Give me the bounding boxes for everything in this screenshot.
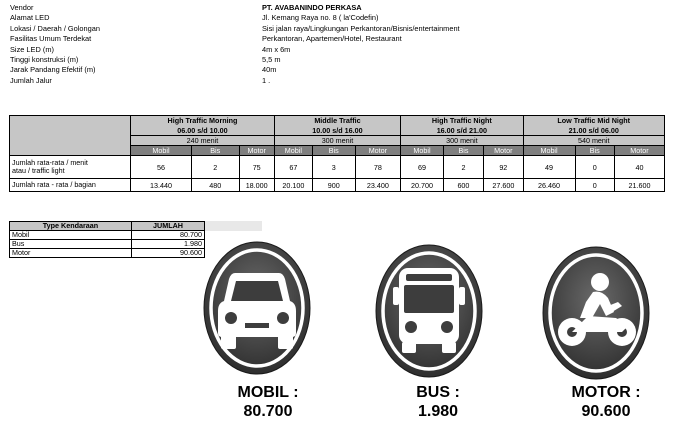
info-value: Sisi jalan raya/Lingkungan Perkantoran/Bisnis/entertainment xyxy=(262,23,460,33)
row-label xyxy=(10,156,131,179)
table-cell: 900 xyxy=(313,179,356,192)
table-row xyxy=(10,156,665,179)
vehicle-header: Bis xyxy=(443,146,483,156)
summary-row xyxy=(10,240,205,249)
table-cell: 600 xyxy=(443,179,483,192)
table-cell: 40 xyxy=(614,156,664,179)
vehicle-header: Motor xyxy=(484,146,523,156)
period-name-row xyxy=(10,116,665,127)
period-minutes: 300 menit xyxy=(401,136,523,146)
table-cell: 78 xyxy=(355,156,401,179)
car-icon xyxy=(203,241,311,375)
info-label: Jarak Pandang Efektif (m) xyxy=(10,65,96,75)
table-cell: 2 xyxy=(443,156,483,179)
period-minutes: 300 menit xyxy=(274,136,401,146)
table-cell: 0 xyxy=(575,156,614,179)
summary-header-row xyxy=(10,222,205,231)
table-cell: 27.600 xyxy=(484,179,523,192)
table-cell: 92 xyxy=(484,156,523,179)
table-corner xyxy=(10,116,131,156)
info-label: Alamat LED xyxy=(10,13,50,23)
period-time: 16.00 s/d 21.00 xyxy=(401,126,523,136)
table-cell: 3 xyxy=(313,156,356,179)
table-cell: 13.440 xyxy=(131,179,192,192)
row-label-line: atau / traffic light xyxy=(12,166,65,175)
vehicle-header: Bis xyxy=(191,146,239,156)
period-name: High Traffic Night xyxy=(401,116,523,127)
table-cell: 0 xyxy=(575,179,614,192)
table-cell: 69 xyxy=(401,156,444,179)
vehicle-header: Motor xyxy=(614,146,664,156)
info-label: Tinggi konstruksi (m) xyxy=(10,54,79,64)
info-label: Vendor xyxy=(10,3,34,12)
period-minutes: 240 menit xyxy=(131,136,275,146)
summary-type: Mobil xyxy=(10,231,132,240)
row-label-line: Jumlah rata-rata / menit xyxy=(12,157,88,167)
info-value: Perkantoran, Apartemen/Hotel, Restaurant xyxy=(262,34,402,44)
summary-header: Type Kendaraan xyxy=(10,222,132,231)
period-time: 06.00 s/d 10.00 xyxy=(131,126,275,136)
info-label: Lokasi / Daerah / Golongan xyxy=(10,23,100,33)
summary-total: 80.700 xyxy=(132,231,205,240)
bus-icon xyxy=(375,244,483,378)
table-cell: 26.460 xyxy=(523,179,575,192)
motorcycle-icon xyxy=(542,246,650,380)
table-cell: 20.100 xyxy=(274,179,312,192)
vehicle-header: Bis xyxy=(313,146,356,156)
traffic-table xyxy=(9,115,665,192)
summary-row xyxy=(10,249,205,258)
summary-table xyxy=(9,221,205,258)
row-label: Jumlah rata - rata / bagian xyxy=(10,179,131,192)
table-cell: 56 xyxy=(131,156,192,179)
info-value: 5,5 m xyxy=(262,54,281,64)
total-motor xyxy=(536,383,676,421)
total-label: MOBIL : xyxy=(237,384,299,401)
table-cell: 21.600 xyxy=(614,179,664,192)
summary-type: Bus xyxy=(10,240,132,249)
total-value: 1.980 xyxy=(417,403,459,420)
period-time: 21.00 s/d 06.00 xyxy=(523,126,665,136)
table-cell: 18.000 xyxy=(239,179,274,192)
summary-total: 1.980 xyxy=(132,240,205,249)
table-cell: 2 xyxy=(191,156,239,179)
info-label: Jumlah Jalur xyxy=(10,75,52,85)
period-name: Low Traffic Mid Night xyxy=(523,116,665,127)
summary-header: JUMLAH xyxy=(132,222,205,231)
period-time: 10.00 s/d 16.00 xyxy=(274,126,401,136)
vehicle-header: Mobil xyxy=(523,146,575,156)
total-label: BUS : xyxy=(416,384,460,401)
vehicle-header: Mobil xyxy=(131,146,192,156)
info-value: 4m x 6m xyxy=(262,44,291,54)
info-value: 1 . xyxy=(262,75,271,85)
table-cell: 49 xyxy=(523,156,575,179)
summary-total: 90.600 xyxy=(132,249,205,258)
period-minutes: 540 menit xyxy=(523,136,665,146)
info-value: Jl. Kemang Raya no. 8 ( la'Codefin) xyxy=(262,13,379,23)
vehicle-header: Motor xyxy=(355,146,401,156)
summary-shade xyxy=(205,221,262,231)
total-value: 80.700 xyxy=(243,403,293,420)
summary-type: Motor xyxy=(10,249,132,258)
info-value: PT. AVABANINDO PERKASA xyxy=(262,3,362,12)
total-label: MOTOR : xyxy=(571,384,641,401)
table-cell: 20.700 xyxy=(401,179,444,192)
total-mobil xyxy=(198,383,338,421)
table-cell: 75 xyxy=(239,156,274,179)
vehicle-header: Motor xyxy=(239,146,274,156)
info-value: 40m xyxy=(262,65,277,75)
info-label: Size LED (m) xyxy=(10,44,54,54)
total-value: 90.600 xyxy=(581,403,631,420)
vehicle-header: Mobil xyxy=(401,146,444,156)
table-row xyxy=(10,179,665,192)
period-name: Middle Traffic xyxy=(274,116,401,127)
period-name: High Traffic Morning xyxy=(131,116,275,127)
table-cell: 480 xyxy=(191,179,239,192)
info-label: Fasilitas Umum Terdekat xyxy=(10,34,92,44)
total-bus xyxy=(368,383,508,421)
table-cell: 67 xyxy=(274,156,312,179)
vehicle-header: Mobil xyxy=(274,146,312,156)
summary-row xyxy=(10,231,205,240)
table-cell: 23.400 xyxy=(355,179,401,192)
vehicle-header: Bis xyxy=(575,146,614,156)
